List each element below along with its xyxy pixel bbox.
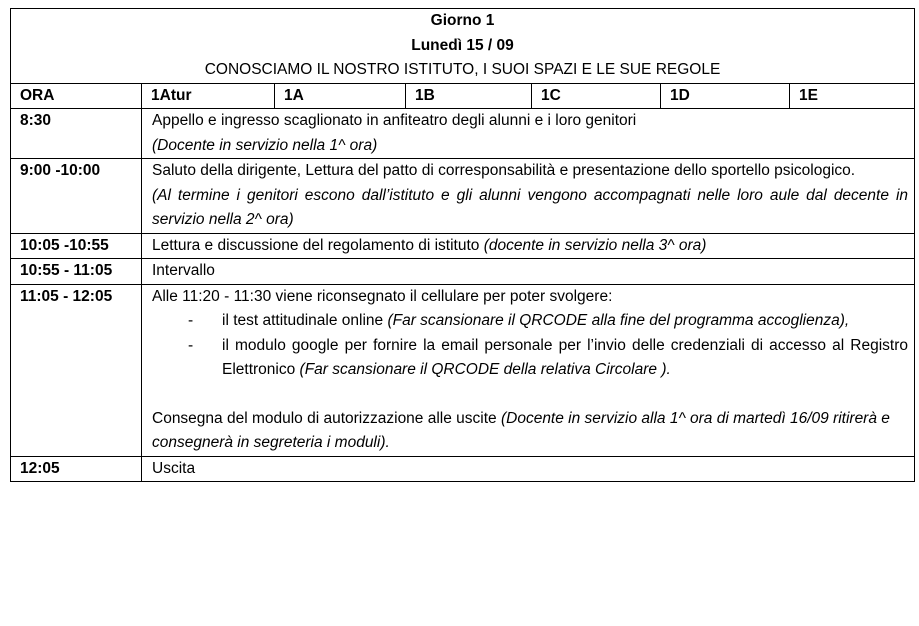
- activity-cell: [142, 109, 915, 159]
- schedule-table: [10, 8, 915, 482]
- list-item: [152, 334, 908, 383]
- time-cell: 8:30: [11, 109, 142, 159]
- columns-row: [11, 83, 915, 109]
- time-cell: 10:55 - 11:05: [11, 259, 142, 285]
- date-title: Lunedì 15 / 09: [411, 36, 514, 54]
- list-dash: -: [188, 336, 194, 354]
- list-item-text: il test attitudinale online: [222, 312, 388, 329]
- table-row: [11, 233, 915, 259]
- activity-cell: [142, 284, 915, 456]
- activity-cell: [142, 233, 915, 259]
- column-header-class: 1E: [790, 83, 915, 109]
- activity-cell: [142, 259, 915, 285]
- table-row: [11, 109, 915, 159]
- list-item: [152, 309, 908, 334]
- time-cell: 12:05: [11, 456, 142, 482]
- time-cell: 9:00 -10:00: [11, 159, 142, 234]
- time-cell: 11:05 - 12:05: [11, 284, 142, 456]
- blank-line: [152, 383, 908, 407]
- list-dash: -: [188, 312, 194, 329]
- list-item-note: (Far scansionare il QRCODE della relativa Circolare ).: [299, 361, 671, 378]
- activity-text: Appello e ingresso scaglionato in anfiteatro degli alunni e i loro genitori: [152, 112, 637, 129]
- table-row: [11, 284, 915, 456]
- task-list: [152, 309, 908, 383]
- list-item-text: il modulo google per fornire la email personale per l’invio delle credenziali di accesso al Registro Elettronico: [222, 336, 909, 378]
- header-cell: [11, 9, 915, 84]
- column-header-time: ORA: [11, 83, 142, 109]
- header-row: [11, 9, 915, 84]
- activity-note: (Al termine i genitori escono dall’istituto e gli alunni vengono accompagnati nelle loro aule dal decente in servizio nella 2^ ora): [152, 186, 909, 228]
- closing-paragraph: [152, 407, 908, 456]
- activity-text: Saluto della dirigente, Lettura del patto di corresponsabilità e presentazione dello sportello psicologico.: [152, 162, 856, 179]
- column-header-class: 1A: [275, 83, 406, 109]
- column-header-class: 1B: [406, 83, 532, 109]
- activity-cell: [142, 159, 915, 234]
- activity-intro: Alle 11:20 - 11:30 viene riconsegnato il cellulare per poter svolgere:: [152, 287, 613, 305]
- column-header-class: 1D: [661, 83, 790, 109]
- day-title: Giorno 1: [430, 12, 495, 29]
- list-item-note: (Far scansionare il QRCODE alla fine del programma accoglienza),: [387, 312, 850, 329]
- activity-note: (docente in servizio nella 3^ ora): [483, 236, 707, 254]
- time-cell: 10:05 -10:55: [11, 233, 142, 259]
- closing-text: Consegna del modulo di autorizzazione alle uscite: [152, 409, 501, 427]
- table-row: [11, 159, 915, 234]
- column-header-class: 1C: [532, 83, 661, 109]
- table-row: [11, 456, 915, 482]
- activity-text: Lettura e discussione del regolamento di istituto: [152, 236, 484, 254]
- closing-note: (Docente in servizio alla 1^ ora di martedì 16/09 ritirerà e consegnerà in segreteria i moduli).: [152, 409, 890, 451]
- activity-text: Intervallo: [152, 262, 215, 279]
- activity-cell: [142, 456, 915, 482]
- activity-text: Uscita: [152, 459, 196, 477]
- activity-note: (Docente in servizio nella 1^ ora): [152, 136, 378, 154]
- column-header-class: 1Atur: [142, 83, 275, 109]
- theme-title: CONOSCIAMO IL NOSTRO ISTITUTO, I SUOI SPAZI E LE SUE REGOLE: [204, 61, 721, 78]
- table-row: [11, 259, 915, 285]
